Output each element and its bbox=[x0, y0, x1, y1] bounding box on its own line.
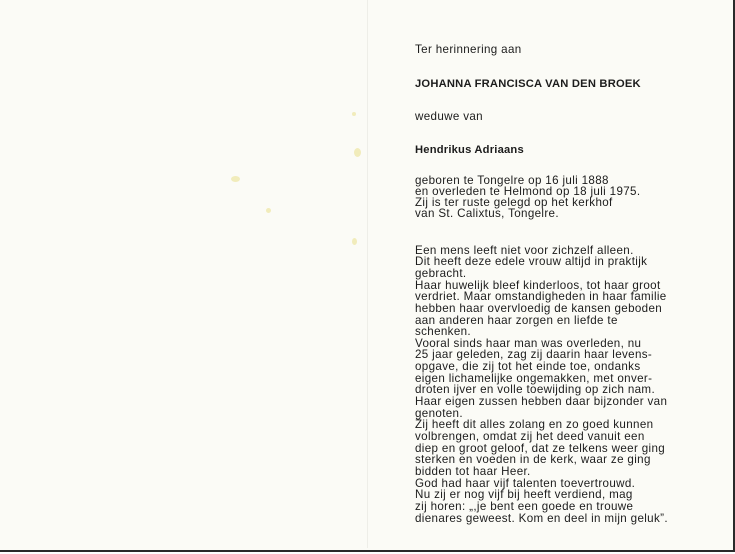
eulogy-line: God had haar vijf talenten toevertrouwd. bbox=[415, 476, 636, 490]
biography-line: Zij is ter ruste gelegd op het kerkhof bbox=[415, 195, 613, 209]
spouse-name: Hendrikus Adriaans bbox=[415, 143, 524, 156]
card-fold-line bbox=[367, 0, 368, 548]
eulogy-line: 25 jaar geleden, zag zij daarin haar levens- bbox=[415, 348, 653, 362]
eulogy-line: genoten. bbox=[415, 406, 463, 420]
paper-stain bbox=[354, 148, 361, 157]
eulogy-line: Een mens leeft niet voor zichzelf alleen. bbox=[415, 243, 634, 257]
biography-line: geboren te Tongelre op 16 juli 1888 bbox=[415, 174, 609, 188]
eulogy-line: Vooral sinds haar man was overleden, nu bbox=[415, 336, 642, 350]
eulogy-line: droten ijver en volle toewijding op zich nam. bbox=[415, 383, 656, 397]
paper-stain bbox=[352, 238, 357, 245]
paper-stain bbox=[352, 112, 356, 116]
paper-stain bbox=[231, 176, 240, 182]
biography-line: van St. Calixtus, Tongelre. bbox=[415, 206, 559, 220]
eulogy-line: Haar eigen zussen hebben daar bijzonder van bbox=[415, 395, 668, 409]
relation-text: weduwe van bbox=[415, 110, 483, 124]
eulogy-line: volbrengen, omdat zij het deed vanuit een bbox=[415, 430, 645, 444]
eulogy-line: opgave, die zij tot het einde toe, ondanks bbox=[415, 360, 641, 374]
intro-text: Ter herinnering aan bbox=[415, 43, 522, 56]
paper-stain bbox=[266, 208, 271, 213]
eulogy-line: Haar huwelijk bleef kinderloos, tot haar groot bbox=[415, 278, 661, 292]
eulogy-line: gebracht. bbox=[415, 266, 467, 280]
biography-block bbox=[415, 176, 715, 219]
memorial-text bbox=[415, 44, 715, 524]
eulogy-line: Nu zij er nog vijf bij heeft verdiend, mag bbox=[415, 488, 633, 502]
eulogy-line: verdriet. Maar omstandigheden in haar familie bbox=[415, 290, 667, 304]
eulogy-line: diep en groot geloof, dat ze telkens weer ging bbox=[415, 441, 666, 455]
eulogy-line: zij horen: „,je bent een goede en trouwe bbox=[415, 500, 634, 513]
eulogy-line: sterken en voeden in de kerk, waar ze ging bbox=[415, 453, 651, 467]
biography-line: en overleden te Helmond op 18 juli 1975. bbox=[415, 185, 641, 199]
eulogy-line: Dit heeft deze edele vrouw altijd in praktijk bbox=[415, 255, 648, 269]
eulogy-line: schenken. bbox=[415, 325, 472, 339]
eulogy-line: dienares geweest. Kom en deel in mijn geluk”. bbox=[415, 511, 668, 525]
eulogy-block bbox=[415, 245, 715, 525]
eulogy-line: hebben haar overvloedig de kansen geboden bbox=[415, 301, 663, 315]
eulogy-line: eigen lichamelijke ongemakken, met onver- bbox=[415, 371, 653, 385]
eulogy-line: Zij heeft dit alles zolang en zo goed kunnen bbox=[415, 418, 654, 432]
eulogy-line: bidden tot haar Heer. bbox=[415, 465, 531, 479]
eulogy-line: aan anderen haar zorgen en liefde te bbox=[415, 313, 618, 327]
deceased-name: JOHANNA FRANCISCA VAN DEN BROEK bbox=[415, 77, 641, 90]
